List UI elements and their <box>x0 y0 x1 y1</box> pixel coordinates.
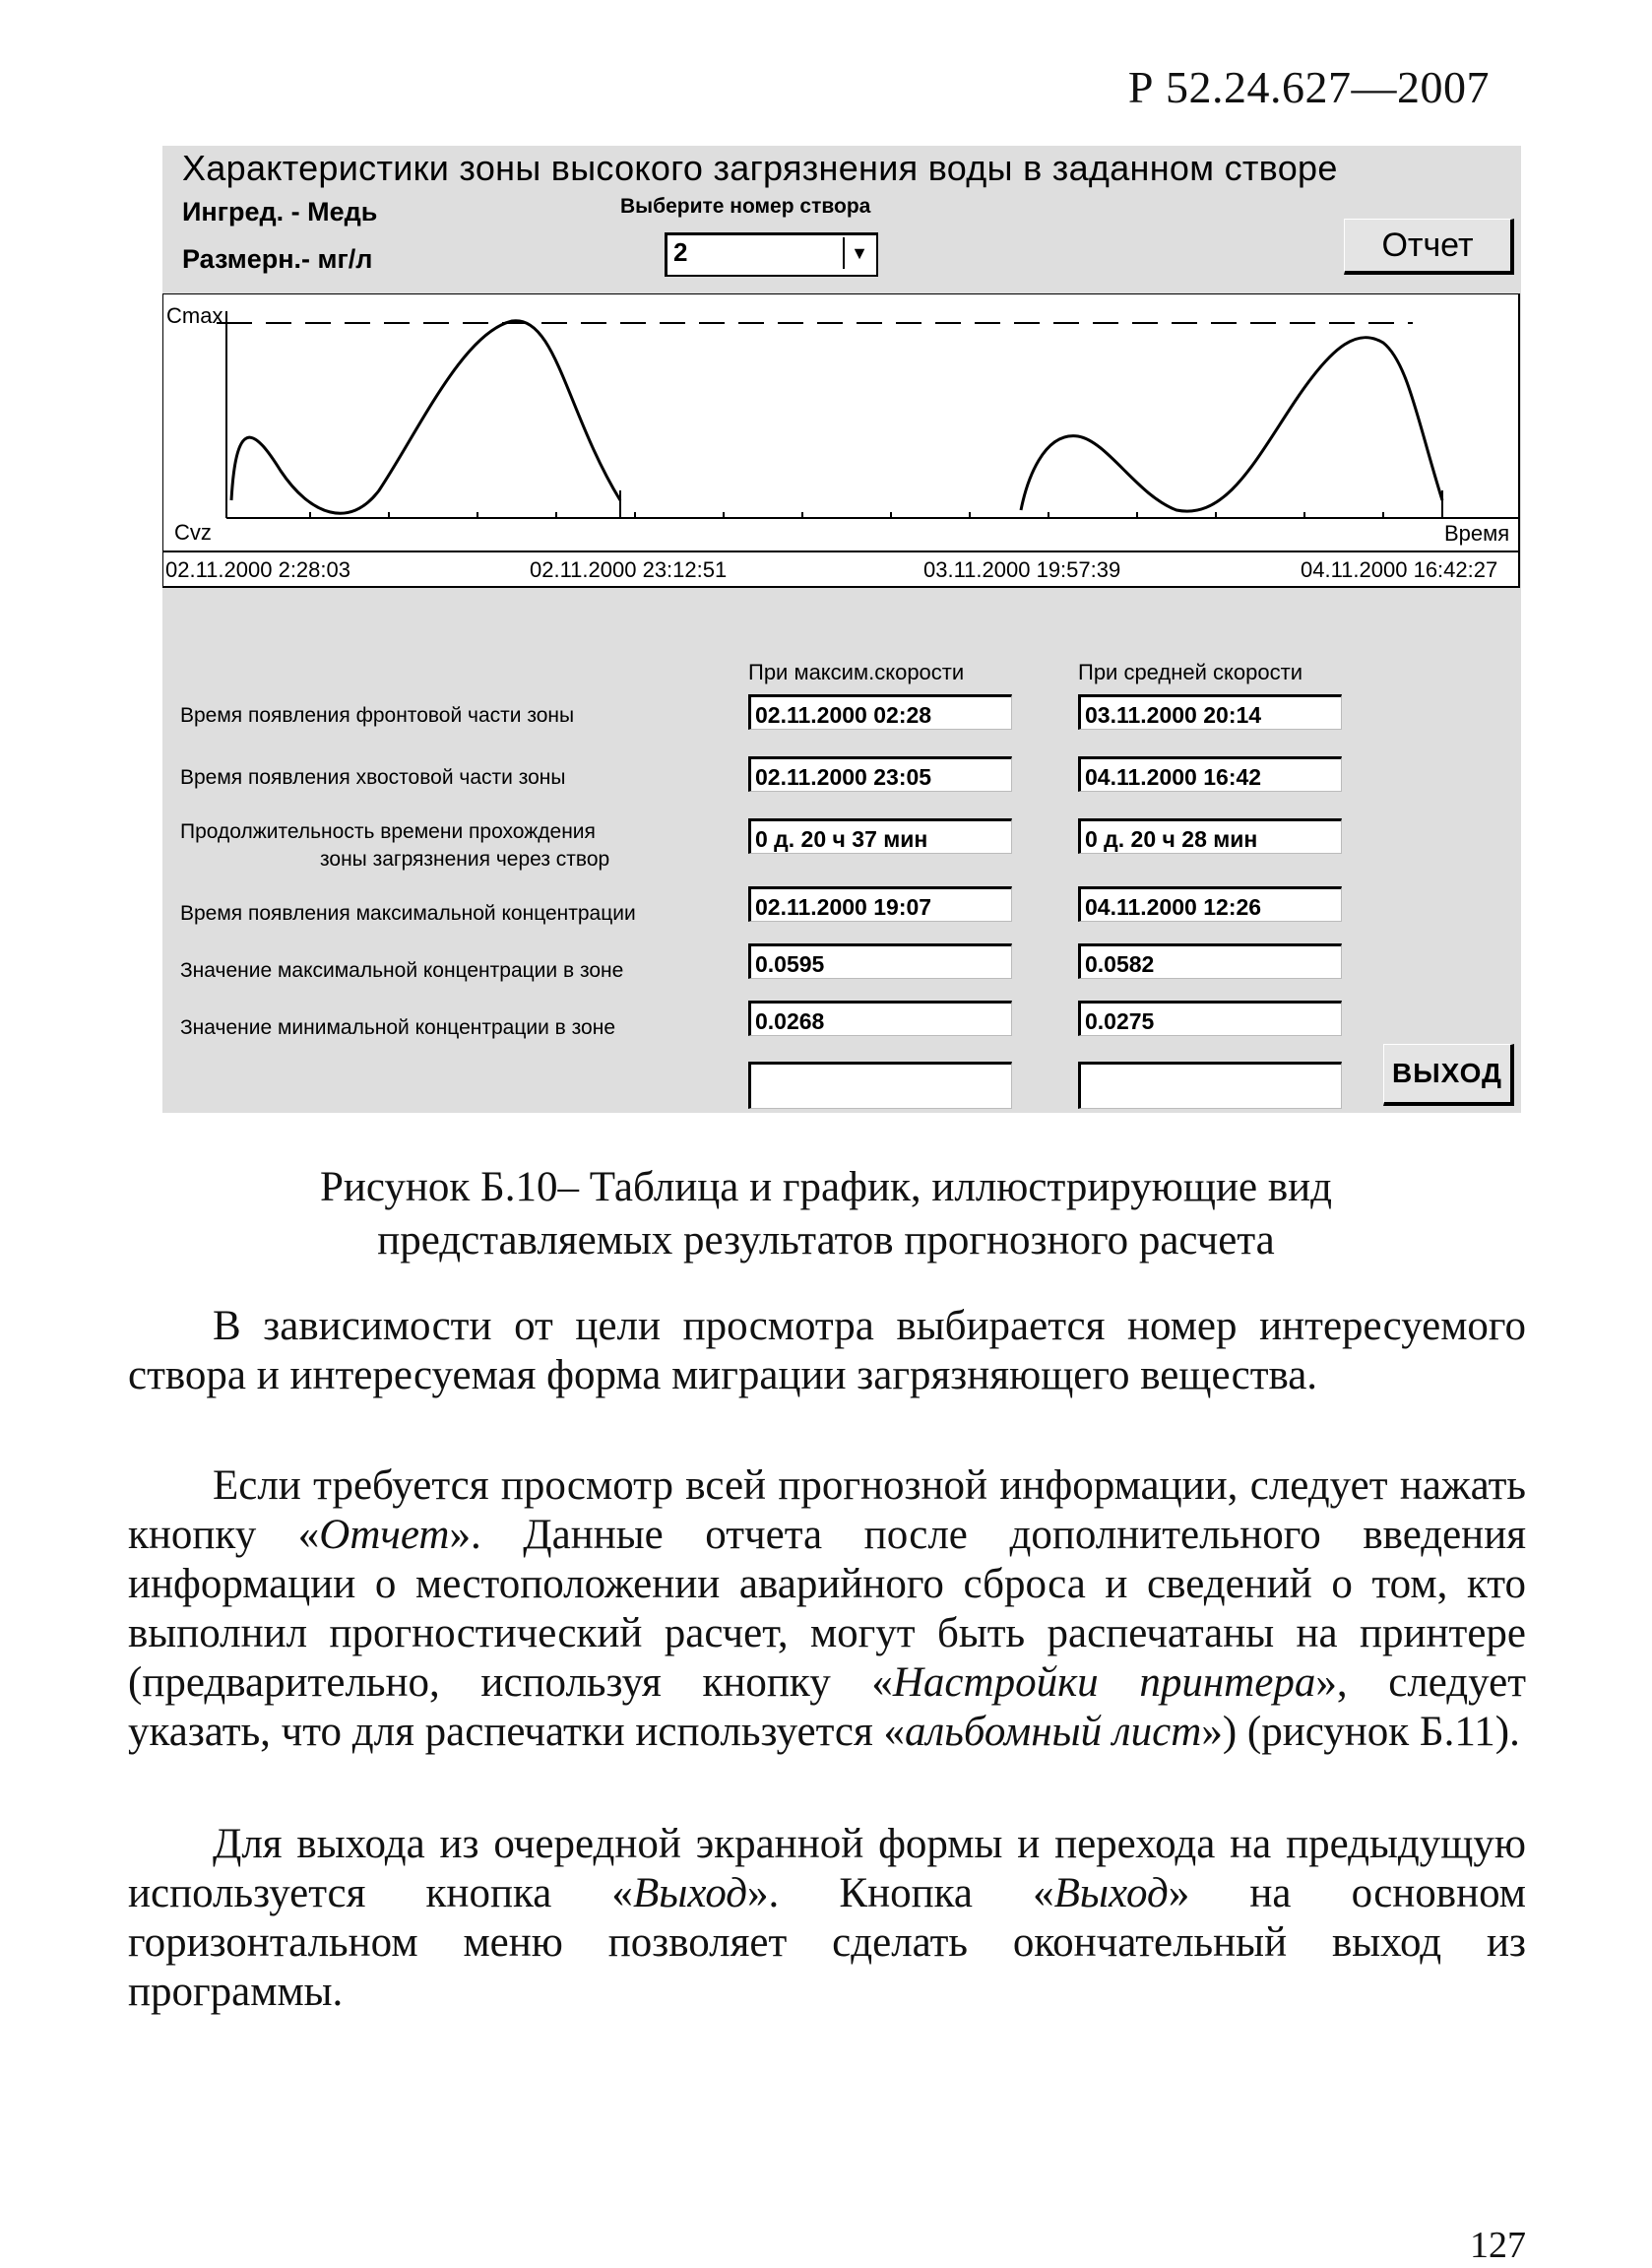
figure-caption-line-2: представляемых результатов прогнозного расчета <box>377 1217 1275 1264</box>
forecast-results-window <box>162 146 1521 1113</box>
value-field[interactable]: 02.11.2000 19:07 <box>748 886 1012 922</box>
value-field[interactable]: 0.0582 <box>1078 943 1342 979</box>
exit-emphasis: Выход <box>632 1870 748 1916</box>
x-tick-label: 03.11.2000 19:57:39 <box>923 557 1121 582</box>
document-number: Р 52.24.627—2007 <box>1127 62 1490 112</box>
section-number-select[interactable] <box>665 232 878 277</box>
exit-emphasis: Выход <box>1053 1870 1169 1916</box>
window-title: Характеристики зоны высокого загрязнения воды в заданном створе <box>182 148 1338 188</box>
row-label: Значение минимальной концентрации в зоне <box>180 1016 616 1039</box>
concentration-chart <box>162 293 1521 589</box>
value-field-empty[interactable] <box>748 1062 1012 1109</box>
paragraph-1 <box>128 1302 1526 1400</box>
x-tick-label: 02.11.2000 23:12:51 <box>530 557 728 582</box>
value-field-empty[interactable] <box>1078 1062 1342 1109</box>
value-field[interactable]: 0 д. 20 ч 37 мин <box>748 818 1012 854</box>
value-field[interactable]: 0 д. 20 ч 28 мин <box>1078 818 1342 854</box>
section-number-value: 2 <box>673 237 688 267</box>
y-label-cmax: Cmax <box>166 303 223 328</box>
row-label: Время появления максимальной концентрации <box>180 902 636 925</box>
value-field[interactable]: 04.11.2000 12:26 <box>1078 886 1342 922</box>
printer-settings-emphasis: Настройки принтера <box>892 1659 1316 1706</box>
y-label-cvz: Cvz <box>174 520 212 545</box>
row-label: Время появления хвостовой части зоны <box>180 766 566 789</box>
value-field[interactable]: 0.0275 <box>1078 1001 1342 1036</box>
paragraph-2-text: Если требуется просмотр всей прогнозной информации, следует нажать кнопку « <box>128 1462 1526 1558</box>
value-field[interactable]: 0.0595 <box>748 943 1012 979</box>
column-header-mean-speed: При средней скорости <box>1078 660 1303 684</box>
value-field[interactable]: 0.0268 <box>748 1001 1012 1036</box>
paragraph-3-text: ». Кнопка « <box>747 1870 1054 1916</box>
landscape-emphasis: альбомный лист <box>905 1709 1202 1755</box>
paragraph-2-text: ») (рисунок Б.11). <box>1201 1709 1520 1755</box>
figure-caption-line-1: Рисунок Б.10– Таблица и график, иллюстрирующие вид <box>319 1164 1333 1210</box>
value-field[interactable]: 03.11.2000 20:14 <box>1078 694 1342 730</box>
value-field[interactable]: 02.11.2000 23:05 <box>748 756 1012 792</box>
report-button[interactable]: Отчет <box>1344 219 1514 275</box>
x-tick-label: 02.11.2000 2:28:03 <box>165 557 350 582</box>
exit-button[interactable]: ВЫХОД <box>1383 1044 1514 1106</box>
page-number: 127 <box>1470 2225 1526 2266</box>
paragraph-2-text: », следует указать, что для распечатки используется « <box>128 1659 1526 1755</box>
row-label: Продолжительность времени прохождения <box>180 820 596 843</box>
x-label-time: Время <box>1444 521 1510 546</box>
paragraph-3 <box>128 1820 1526 2017</box>
column-header-max-speed: При максим.скорости <box>748 660 965 684</box>
paragraph-3-text: Для выхода из очередной экранной формы и перехода на предыдущую используется кнопка « <box>128 1821 1526 1916</box>
paragraph-1-text: В зависимости от цели просмотра выбирается номер интересуемого створа и интересуемая форма миграции загрязняющего вещества. <box>128 1303 1526 1398</box>
value-field[interactable]: 02.11.2000 02:28 <box>748 694 1012 730</box>
units-label: Размерн.- мг/л <box>182 244 373 274</box>
paragraph-2 <box>128 1461 1526 1757</box>
ingredient-label: Ингред. - Медь <box>182 197 378 227</box>
row-label-continued: зоны загрязнения через створ <box>320 848 610 871</box>
paragraph-2-text: ». Данные отчета после дополнительного введения информации о местоположении аварийного сброса и сведений о том, кто выполнил прогностический расчет, могут быть распечатаны на принтере (предварительно, используя кнопку « <box>128 1512 1526 1706</box>
row-label: Время появления фронтовой части зоны <box>180 704 575 727</box>
x-tick-label: 04.11.2000 16:42:27 <box>1301 557 1498 582</box>
report-emphasis: Отчет <box>319 1512 450 1558</box>
section-select-label: Выберите номер створа <box>620 195 871 218</box>
row-label: Значение максимальной концентрации в зоне <box>180 959 624 982</box>
value-field[interactable]: 04.11.2000 16:42 <box>1078 756 1342 792</box>
chart-plot-area <box>162 293 1519 587</box>
chevron-down-icon[interactable]: ▼ <box>843 237 874 269</box>
paragraph-3-text: » на основном горизонтальном меню позволяет сделать окончательный выход из программы. <box>128 1870 1526 2015</box>
